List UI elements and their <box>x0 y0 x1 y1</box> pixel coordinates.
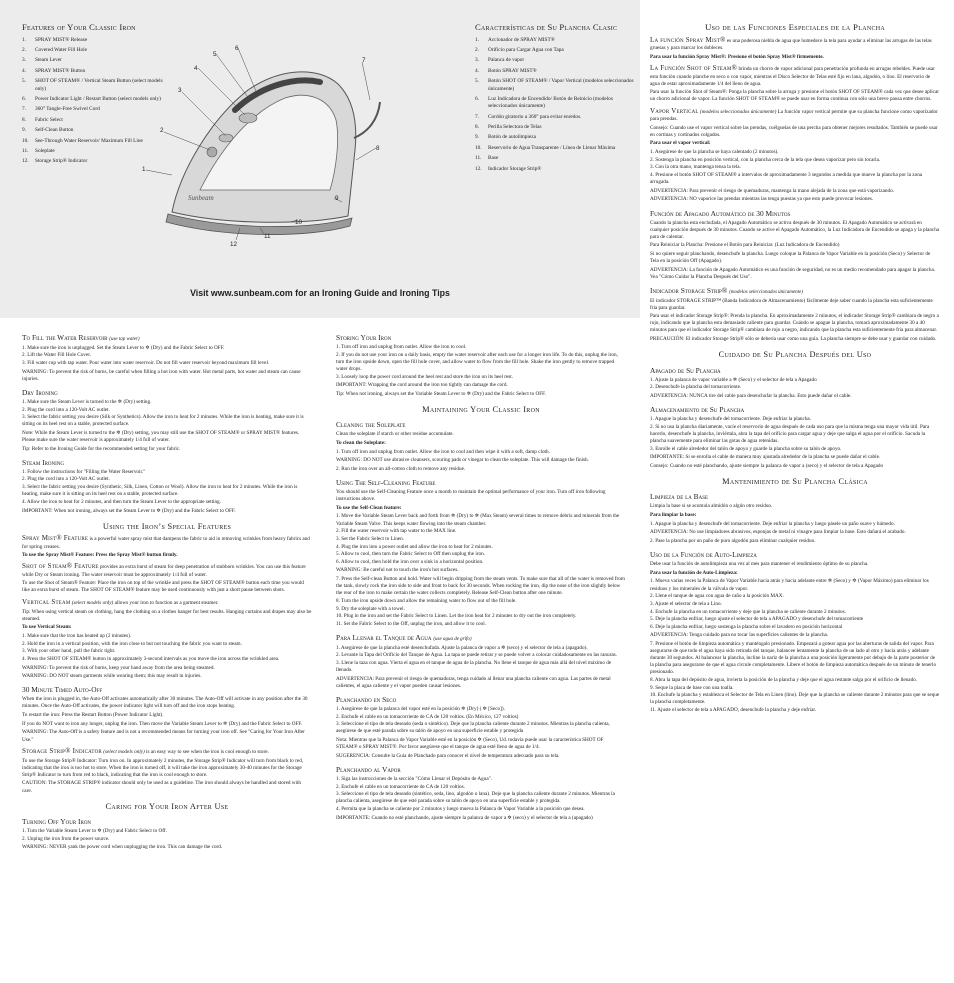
features-es-list <box>475 37 635 173</box>
list-item: 1. Apague la plancha y desenchufe del tomacorriente. Deje enfriar la plancha y luego pásele un paño suave y húmedo. <box>650 520 895 527</box>
es-fill-steps <box>336 645 626 674</box>
es-clean-use: Para limpiar la base: <box>650 512 697 519</box>
feature-item: 4. SPRAY MIST® Button <box>22 67 86 74</box>
list-item: 1. Turn off iron and unplug from outlet. Allow the iron to cool and then wipe it with a soft, damp cloth. <box>336 448 550 455</box>
shot-text: provides an extra burst of steam for deep penetration of stubborn wrinkles. You can use this feature while Dry or Steam ironing. The water reservoir must be approximately 1/4 full of water. <box>22 564 306 578</box>
feature-item: 8. Fabric Select <box>22 116 63 123</box>
shot-title: Shot of Steam® Feature <box>22 562 99 571</box>
es-spray-title: La función Spray Mist® <box>650 35 726 44</box>
list-item: 9. Dry the soleplate with a towel. <box>336 605 405 612</box>
feature-item: 3. Palanca de vapor <box>475 57 525 64</box>
diagram-label-10: 10 <box>295 219 303 226</box>
features-en-title: Features of Your Classic Iron <box>22 22 136 32</box>
es-clean-warning: ADVERTENCIA: No use limpiadores abrasivos, esponjas de metal ni vinagre para limpiar la base. Esto dañará el acabado. <box>650 529 906 536</box>
steam-important: IMPORTANT: When not ironing, always set the Steam Lever to ✲ (Dry) and the Fabric Select to OFF. <box>22 507 236 514</box>
dry-tip: Tip: Refer to the Ironing Guide for the recommended setting for your fabric. <box>22 445 181 452</box>
feature-item: 10. See-Through Water Reservoir/ Maximum Fill Line <box>22 137 143 144</box>
diagram-label-4: 4 <box>194 65 198 72</box>
clean-warning: WARNING: DO NOT use abrasive cleansers, scouring pads or vinegar to clean the soleplate. This will damage the finish. <box>336 457 589 464</box>
list-item: 3. Loosely loop the power cord around the heel rest and store the iron on its heel rest. <box>336 373 514 380</box>
self-text: You should use the Self-Cleaning Feature once a month to maintain the optimal performance of your iron. Turn off iron following instructions above. <box>336 489 606 503</box>
auto-text: When the iron is plugged in, the Auto-Off activates automatically after 30 minutes. The Auto-Off will activate in any position after the 30 minutes. Once the Auto-Off activates, the power indicator light will turn off and the iron stops heating. <box>22 696 308 710</box>
es-dry-title: Planchando en Seco <box>336 694 397 704</box>
feature-item: 6. Luz Indicadora de Encendido/ Botón de Reinicio (modelos seleccionados únicamente) <box>475 95 613 110</box>
maint-title: Maintaining Your Classic Iron <box>422 404 540 414</box>
list-item: 2. Sostenga la plancha en posición vertical, con la plancha cerca de la tela que desea vaporizar pero sin tocarla. <box>650 156 881 163</box>
feature-item: 3. Steam Lever <box>22 57 62 64</box>
turnoff-steps <box>22 828 312 843</box>
self-steps <box>336 513 626 565</box>
storing-steps <box>336 344 626 381</box>
list-item: 1. Siga las instrucciones de la sección "Cómo Llenar el Depósito de Agua". <box>336 775 493 782</box>
list-item: 5. Deje la plancha enfriar, luego ajuste el selector de tela a APAGADO y desenchufe del tomacorriente <box>650 616 864 623</box>
es-steam-title: Planchando al Vapor <box>336 764 401 774</box>
feature-item: 2. Covered Water Fill Hole <box>22 47 87 54</box>
es-auto-restart: Para Reiniciar la Plancha: Presione el Botón para Reiniciar. (Luz Indicadora de Encendido) <box>650 242 840 249</box>
spray-use: To use the Spray Mist® Feature: Press the Spray Mist® button firmly. <box>22 552 178 559</box>
es-self-use: Para usar la función de Auto-Limpieza: <box>650 569 738 576</box>
diagram-label-8: 8 <box>376 145 380 152</box>
list-item: 6. Allow to cool, then hold the iron over a sink in a horizontal position. <box>336 558 484 565</box>
list-item: 1. Ajuste la palanca de vapor variable a ✲ (Seco) y el selector de tela a Apagado <box>650 376 817 383</box>
clean-steps <box>336 449 626 456</box>
diagram-label-7: 7 <box>362 57 366 64</box>
vert-steps <box>22 633 312 663</box>
es-steam-steps <box>336 776 626 813</box>
diagram-label-1: 1 <box>142 166 146 173</box>
list-item: 3. Llene la taza con agua. Vierta el agua en el tanque de agua de la plancha. No llene el tanque de agua más allá del nivel máximo de llenado. <box>336 660 612 674</box>
list-item: 4. Permita que la plancha se caliente por 2 minutos y luego mueva la Palanca de Vapor Variable a la posición que desea. <box>336 805 585 812</box>
features-es <box>475 22 635 176</box>
list-item: 3. Con la otra mano, mantenga tensa la tela. <box>650 164 741 171</box>
list-item: 1. Make sure the iron is unplugged. Set the Steam Lever to ✲ (Dry) and the Fabric Select to OFF. <box>22 344 225 351</box>
shot-use: To use the Shot of Steam® Feature: Place the iron on top of the wrinkle and press the SHOT OF STEAM® button each time you would like an extra burst of steam. The SHOT OF STEAM® feature may be used continuously with just a short pause between shots. <box>22 580 304 594</box>
clean-text: Clean the soleplate if starch or other residue accumulate. <box>336 431 454 438</box>
vert-note: (select models only) <box>71 599 114 606</box>
list-item: 3. Select the fabric setting you desire (Silk or Synthetics). Allow the iron to heat for 2 minutes. While the iron is heating, make sure it is sitting on its heel rest on a stable, protected surface. <box>22 414 304 428</box>
es-spray-use: Para usar la función Spray Mist®: Presione el botón Spray Mist® firmemente. <box>650 54 824 61</box>
diagram-label-2: 2 <box>160 127 164 134</box>
es-dry-note: Nota: Mientras que la Palanca de Vapor Variable esté en la posición ✲ (Seco), Ud. todavía puede usar la característica SHOT OF STEAM® o SPRAY MIST®. Por favor asegúrese que el tanque de agua esté lleno de agua de 1/4. <box>336 737 604 751</box>
iron-diagram <box>140 40 385 255</box>
list-item: 7. Press the Self-clean Button and hold. Water will begin dripping from the steam vents. To make sure that all of the water is removed from the tank, slowly rock the iron side to side and front to back for 30 seconds. When rocking the iron, dip the nose of the iron slightly below the rear of the iron to make certain the water collects completely. Release Self-Clean button after one minute. <box>336 576 625 597</box>
es-fill-note: (use agua de grifo) <box>433 636 472 642</box>
spray-title: Spray Mist® Feature <box>22 534 89 542</box>
es-auto-text-2: Si no quiere seguir planchando, desenchufe la plancha. Luego coloque la Palanca de Vapor Variable en la posición (Seco) y Selector de Tela en la posición Off (Apagado). <box>650 251 931 265</box>
es-self-steps-2 <box>650 641 940 714</box>
strip-text: is an easy way to see when the iron is cool enough to store. <box>146 748 269 755</box>
list-item: 10. Plug in the iron and set the Fabric Select to Linen. Let the iron heat for 2 minutes to dry out the iron completely. <box>336 613 577 620</box>
list-item: 5. Allow to cool, then turn the Fabric Select to Off then unplug the iron. <box>336 551 486 558</box>
list-item: 1. Asegúrese de que la plancha se haya calentado (2 minutos). <box>650 149 779 156</box>
list-item: 4. Allow the iron to heat for 2 minutes, and then turn the Steam Lever to the appropriate setting. <box>22 498 221 505</box>
es-strip-title: Indicador Storage Strip® <box>650 285 728 295</box>
list-item: 2. Plug the cord into a 120-Volt AC outlet. <box>22 476 110 483</box>
special-title: Using the Iron’s Special Features <box>102 521 232 531</box>
es-clean-steps <box>650 521 940 528</box>
self-steps-2 <box>336 576 626 628</box>
diagram-label-12: 12 <box>230 241 238 248</box>
middle-column <box>336 328 626 978</box>
es-maint-title: Mantenimiento de Su Plancha Clásica <box>722 476 868 486</box>
vert-warning: WARNING: To prevent the risk of burns, keep your hand away from the area being steamed. <box>22 664 215 671</box>
es-storing-title: Almacenamiento de Su Plancha <box>650 405 745 415</box>
feature-item: 12. Indicador Storage Strip® <box>475 165 542 172</box>
list-item: 3. With your other hand, pull the fabric tight. <box>22 648 116 655</box>
list-item: 3. Enrolle el cable alrededor del talón de apoyo y guarde la plancha sobre su talón de apoyo. <box>650 445 842 452</box>
es-turnoff-title: Apagado de Su Plancha <box>650 365 721 375</box>
list-item: 2. Plug the cord into a 120-Volt AC outlet. <box>22 406 110 413</box>
diagram-label-11: 11 <box>264 233 271 240</box>
es-steam-important: IMPORTANTE: Cuando no esté planchando, ajuste siempre la palanca de vapor a ✲ (seco) y el selector de tela a (apagado) <box>336 814 593 821</box>
storing-important: IMPORTANT: Wrapping the cord around the iron too tightly can damage the cord. <box>336 382 508 389</box>
list-item: 9. Seque la placa de base con una toalla. <box>650 684 734 691</box>
es-auto-title: Función de Apagado Automático de 30 Minutos <box>650 208 791 218</box>
es-dry-steps <box>336 706 626 735</box>
list-item: 1. Make sure the Steam Lever is turned to the ✲ (Dry) setting. <box>22 398 152 405</box>
clean-steps-2 <box>336 466 626 473</box>
self-warning: WARNING: Be careful not to touch the iron's hot surfaces. <box>336 567 459 574</box>
es-storing-important: IMPORTANTE: Si se enrolla el cable de manera muy ajustada alrededor de la plancha se puede dañar el cable. <box>650 454 881 461</box>
steam-steps <box>22 469 312 506</box>
list-item: 11. Set the Fabric Select to the Off, unplug the iron, and allow it to cool. <box>336 620 486 627</box>
clean-use: To clean the Soleplate: <box>336 440 386 447</box>
diagram-label-5: 5 <box>213 51 217 58</box>
clean-title: Cleaning the Soleplate <box>336 420 406 430</box>
list-item: 1. Move the Variable Steam Lever back and forth from ✲ (Dry) to ✲ (Max Steam) several times to remove debris and minerals from the Variable Steam Valve. This keeps water flowing into the steam chamber. <box>336 513 620 527</box>
list-item: 2. Unplug the iron from the power source. <box>22 835 110 842</box>
list-item: 2. Llene el tanque de agua con agua de caño a la posición MAX. <box>650 593 784 600</box>
list-item: 1. Turn the Variable Steam Lever to ✲ (Dry) and Fabric Select to Off. <box>22 828 167 835</box>
feature-item: 9. Self-Clean Button <box>22 127 74 134</box>
list-item: 1. Asegúrese de que la palanca del vapor esté en la posición ✲ (Dry) ( ✲ [Seco]). <box>336 705 505 712</box>
list-item: 10. Enchufe la plancha y establezca el Selector de Tela en Linen (lino). Deje que la plancha se caliente durante 2 minutos para que se seque la plancha completamente. <box>650 692 940 706</box>
fill-note: (use tap water) <box>109 337 140 342</box>
storing-tip: Tip: When not ironing, always set the Variable Steam Lever to ✲ (Dry) and the Fabric Select to OFF. <box>336 390 546 397</box>
list-item: 3. Seleccione el tipo de tela deseado (seda o sintético). Deje que la plancha caliente durante 2 minutos. Mientras la plancha calienta, asegúrese de que esté parada sobre su talón de apoyo en una superficie estable y protegida <box>336 721 610 735</box>
list-item: 3. Ajuste el selector de tela a Lino. <box>650 600 722 607</box>
es-turnoff-steps <box>650 377 940 392</box>
self-title: Using The Self-Cleaning Feature <box>336 478 436 488</box>
list-item: 3. Set the Fabric Select to Linen. <box>336 535 404 542</box>
es-storing-tip: Consejo: Cuando no esté planchando, ajuste siempre la palanca de vapor a (seco) y el selector de tela a Apagado <box>650 462 884 469</box>
list-item: 3. Fill water cup with tap water. Pour water into water reservoir. Do not fill water reservoir beyond maximum fill level. <box>22 360 270 367</box>
dry-title: Dry Ironing <box>22 387 58 397</box>
list-item: 11. Ajuste el selector de tela a APAGADO, desenchufe la plancha y deje enfriar. <box>650 707 817 714</box>
es-clean-steps-2 <box>650 538 940 545</box>
es-self-text: Debe usar la función de autolimpieza una vez al mes para mantener el rendimiento óptimo de su plancha. <box>650 561 869 568</box>
list-item: 1. Apague la plancha y desenchufe del tomacorriente. Deje enfriar la plancha. <box>650 416 812 423</box>
list-item: 1. Follow the instructions for "Filling the Water Reservoir." <box>22 468 146 475</box>
es-vert-tip: Consejo: Cuando use el vapor vertical sobre las prendas, cuélguelas de una percha para obtener mejores resultados. También se puede usar en cortinas y cortinados colgados. <box>650 124 938 138</box>
strip-caution: CAUTION: The STORAGE STRIP® indicator should only be used as a guideline. The iron should always be handled and stored with care. <box>22 780 301 794</box>
es-auto-warning: ADVERTENCIA: La función de Apagado Automático es una función de seguridad, no es un medio recomendado para apagar la plancha. Vea "Cómo Cuidar la Plancha Después del Uso". <box>650 266 936 280</box>
turnoff-title: Turning Off Your Iron <box>22 817 92 827</box>
storing-title: Storing Your Iron <box>336 333 392 342</box>
list-item: 8. Turn the iron upside down and allow the remaining water to flow out of the fill hole. <box>336 597 517 604</box>
strip-note: (select models only) <box>103 748 145 755</box>
uso-title: Uso de las Funciones Especiales de la Plancha <box>704 22 886 32</box>
list-item: 4. Presione el botón SHOT OF STEAM® a intervalos de aproximadamente 3 segundos a medida que mueve la plancha por la zona arrugada. <box>650 172 923 186</box>
steam-title: Steam Ironing <box>22 457 65 467</box>
es-clean-title: Limpieza de la Base <box>650 492 709 502</box>
es-spray-text: es una poderosa niebla de agua que humedece la tela para ayudar a eliminar las arrugas de las telas gruesas y para marcar los dobleces. <box>650 37 932 52</box>
auto-warning: WARNING: The Auto-Off is a safety feature and is not a recommended means for turning your iron off. See "Caring for Your Iron After Use." <box>22 729 305 743</box>
auto-restart: To restart the iron: Press the Restart Button (Power Indicator Light). <box>22 712 164 719</box>
feature-item: 4. Botón SPRAY MIST® <box>475 67 537 74</box>
feature-item: 5. SHOT OF STEAM® / Vertical Steam Button (select models only) <box>22 78 163 92</box>
vert-title: Vertical Steam <box>22 597 71 606</box>
es-self-warning: ADVERTENCIA: Tenga cuidado para no tocar las superficies calientes de la plancha. <box>650 632 829 639</box>
list-item: 1. Turn off iron and unplug from outlet. Allow the iron to cool. <box>336 344 467 351</box>
list-item: 2. Desenchufe la plancha del tomacorriente. <box>650 384 742 391</box>
es-dry-tip: SUGERENCIA: Consulte la Guía de Planchado para conocer el nivel de temperatura adecuado para su tela. <box>336 752 560 759</box>
list-item: 1. Make sure that the iron has heated up (2 minutes). <box>22 633 132 640</box>
es-fill-title: Para Llenar el Tanque de Agua <box>336 632 432 642</box>
strip-title: Storage Strip® Indicator <box>22 746 102 755</box>
es-shot-use: Para usar la función Shot of Steam®: Ponga la plancha sobre la arruga y presione el botón SHOT OF STEAM® cada vez que desee aplicar un chorro adicional de vapor. La función SHOT OF STEAM® se puede usar en forma continua con sólo una breve pausa entre chorros. <box>650 89 939 103</box>
dry-note: Note: While the Steam Lever is turned to the ✲ (Dry) setting, you may still use the SHOT OF STEAM® or SPRAY MIST® features. Please make sure the water reservoir is approximately 1/4 full of water. <box>22 429 300 444</box>
list-item: 1. Mueva varias veces la Palanca de Vapor Variable hacia atrás y hacia adelante entre ✲ (Seco) y ✲ (Vapor Máximo) para eliminar los residuos y los minerales de la válvula de vapor. <box>650 578 929 592</box>
feature-item: 11. Base <box>475 155 499 162</box>
left-column <box>22 328 312 978</box>
list-item: 3. Seleccione el tipo de tela deseado (sintético, seda, lino, algodón o lana). Deje que la plancha caliente durante 2 minutos. Mientras la plancha calienta, asegúrese de que esté parada sobre su talón de apoyo en una superficie estable y protegida. <box>336 791 615 805</box>
feature-item: 11. Soleplate <box>22 147 55 154</box>
fill-warning: WARNING: To prevent the risk of burns, be careful when filling a hot iron with water. Hot metal parts, hot water and steam can cause injuries. <box>22 368 301 382</box>
features-es-title: Características de Su Plancha Clasic <box>475 22 618 32</box>
es-clean-text: Limpia la base si se acumula almidón o algún otro residuo. <box>650 503 773 510</box>
es-shot-text: brinda un chorro de vapor adicional para penetración profunda en arrugas rebeldes. Puede usar esta función cuando planche en seco o con vapor, mientras el Disco Selector de Telas esté fijo en lana, algodón, o lino. El reservorio de agua de estar aproximadamente 1/4 del lleno de agua. <box>650 66 935 87</box>
self-use: To use the Self-Clean feature: <box>336 504 402 511</box>
es-vert-steps <box>650 149 940 186</box>
list-item: 2. Enchufe el cable en un tomacorriente de CA de 120 voltios. (En México, 127 voltios) <box>336 713 519 720</box>
vert-tip: Tip: When using vertical steam on clothing, hang the clothing on a clothes hanger for best results. Hanging curtains and drapes may also be steamed. <box>22 608 312 622</box>
list-item: 2. Hold the iron in a vertical position, with the iron close to but not touching the fabric you want to steam. <box>22 640 242 647</box>
es-fill-warning: ADVERTENCIA: Para prevenir el riesgo de quemaduras, tenga cuidado al llenar una plancha caliente con agua. Las partes de metal calientes, el agua caliente y el vapor pueden causar lesiones. <box>336 675 611 689</box>
es-vert-use: Para usar el vapor vertical: <box>650 140 711 147</box>
right-column <box>650 22 940 978</box>
list-item: 2. Run the iron over an all-cotton cloth to remove any residue. <box>336 465 466 472</box>
feature-item: 1. Accionador de SPRAY MIST® <box>475 36 555 43</box>
auto-text-2: If you do NOT want to iron any longer, unplug the iron. Then move the Variable Steam Lever to ✲ (Dry) and the Fabric Select to OFF. <box>22 720 303 727</box>
list-item: 3. Select the fabric setting you desire (Synthetic, Silk, Linen, Cotton or Wool). Allow the iron to heat for 2 minutes. While the iron is heating, make sure it is sitting on its heel rest on a stable, protected surface. <box>22 484 298 498</box>
fill-steps <box>22 345 312 367</box>
feature-item: 8. Perilla Selectora de Telas <box>475 124 542 131</box>
feature-item: 12. Storage Strip® Indicator <box>22 158 88 165</box>
es-strip-text: El indicador STORAGE STRIP™ (Banda Indicadora de Almacenamiento) fácilmente deje saber cuando la plancha esta suficientemente fría para guardar. <box>650 297 933 311</box>
es-self-steps <box>650 578 940 630</box>
caring-title: Caring for Your Iron After Use <box>105 801 229 811</box>
feature-item: 9. Botón de autolimpieza <box>475 134 536 141</box>
turnoff-warning: WARNING: NEVER yank the power cord when unplugging the iron. This can damage the cord. <box>22 844 223 851</box>
list-item: 1. Asegúrese de que la plancha esté desenchufada. Ajuste la palanca de vapor a ✲ (seco) y el selector de tela a (apagado). <box>336 644 588 651</box>
feature-item: 6. Power Indicator Light / Restart Button (select models only) <box>22 95 161 102</box>
list-item: 2. Lift the Water Fill Hole Cover. <box>22 352 91 359</box>
list-item: 2. If you do not use your iron on a daily basis, empty the water reservoir after each use for a longer iron life. To do this, unplug the iron, turn the iron upside down, open the fill hole cover, and allow water to flow from the fill hole. Shake the iron gently to remove trapped water drops. <box>336 351 618 372</box>
es-vert-title: Vapor Vertical <box>650 106 699 115</box>
es-vert-warning-2: ADVERTENCIA: NO vaporice las prendas mientras las tenga puestas ya que esto puede provocar lesiones. <box>650 196 874 203</box>
es-shot-title: La Función Shot of Steam® <box>650 64 738 73</box>
brand-logo: Sunbeam <box>188 194 214 202</box>
auto-title: 30 Minute Timed Auto-Off <box>22 685 103 695</box>
list-item: 4. Plug the iron into a power outlet and allow the iron to heat for 2 minutes. <box>336 543 493 550</box>
feature-item: 10. Reservorio de Agua Transparente / Línea de Llenar Máxima <box>475 144 616 151</box>
fill-title: To Fill the Water Reservoir <box>22 333 108 342</box>
list-item: 4. Press the SHOT OF STEAM® button in approximately 3-second intervals as you move the iron across the wrinkled area. <box>22 655 280 662</box>
feature-item: 7. Cordón giratorio a 360° para evitar enredos. <box>475 113 582 120</box>
list-item: 2. Pase la plancha por un paño de puro algodón para eliminar cualquier residuo. <box>650 538 816 545</box>
es-strip-use: Para usar el indicador Storage Strip®: Prenda la plancha. En aproximadamente 2 minutos, el indicador Storage Strip® cambiara de negro a rojo, indicando que la plancha esta demasiado caliente para guardar. Cuándo se apague la plancha, tomará aproximadamente 30 a 40 minutos para que el indicador Storage Strip® cambiara de rojo a negro, indicando que la plancha esta suficientemente fría para almacenar. <box>650 313 939 334</box>
dry-steps <box>22 399 312 428</box>
list-item: 2. Levante la Tapa del Orificio del Tanque de Agua. La tapa se puede retirar y se puede volver a colocar cuidadosamente en las ranuras. <box>336 652 617 659</box>
es-vert-note: (modelos seleccionados únicamente) <box>699 108 777 115</box>
es-strip-caution: PRECAUCIÓN: El indicador Storage Strip® sólo se debería usar como una guía. La plancha siempre se debe usar y guardar con cuidado. <box>650 336 937 343</box>
list-item: 2. Si no usa la plancha diariamente, vacíe el reservorio de agua después de cada uso para que la misma tenga una mayor vida útil. Para hacerlo, desenchufe la plancha, inviértala, abra la tapa del orificio para cargar agua y deje que salga el agua por el orificio. Sacuda la plancha suavemente para eliminar las gotas de agua retenidas. <box>650 423 930 444</box>
es-storing-steps <box>650 416 940 453</box>
es-strip-note: (modelos seleccionados únicamente) <box>729 289 803 295</box>
feature-item: 5. Botón SHOT OF STEAM® / Vapor Vertical (modelos seleccionados únicamente) <box>475 78 634 92</box>
feature-item: 1. SPRAY MIST® Release <box>22 36 88 43</box>
strip-use: To use the Storage Strip® Indicator: Turn iron on. In approximately 2 minutes, the Storage Strip® Indicator will turn from black to red, indicating that the iron is too hot to store. When the iron is turned off, it will take the iron approximately 30-40 minutes for the Storage Strip® Indicator to turn from red to black, indicating that the iron is cool enough to store. <box>22 757 304 778</box>
list-item: 2. Fill the water reservoir with tap water to the MAX line. <box>336 528 457 535</box>
feature-item: 2. Orificio para Cargar Agua con Tapa <box>475 47 564 54</box>
list-item: 7. Presione el botón de limpieza automática y manténgalo presionado. Empezará a gotear agua por las aberturas de salida del vapor. Para asegurarse de que todo el agua haya sido retirada del tanque, balancee lentamente la plancha de un lado al otro y hacia atrás y adelante durante 30 segundos. Al balancear la plancha, incline la nariz de la plancha a una posición ligeramente por debajo de la parte posterior de la plancha para asegurarse de que el agua circule completamente. Libere el botón de limpieza automática después de un minuto de tenerlo presionado. <box>650 641 937 676</box>
list-item: 4. Enchufe la plancha en un tomacorriente y deje que la plancha se caliente durante 2 minutos. <box>650 608 846 615</box>
vert-text: allows your iron to function as a garment steamer. <box>114 599 219 606</box>
es-auto-text: Cuando la plancha esta enchufada, el Apagado Automático se activa después de 30 minutos. El Apagado Automático se activará en cualquier posición después de 30 minutos. Cuando se active el Apagado Automático, la Luz Indicadora de Encendido se apaga y la plancha para de calentar. <box>650 219 940 240</box>
es-caring-title: Cuidado de Su Plancha Después del Uso <box>718 350 872 360</box>
diagram-label-9: 9 <box>335 195 339 202</box>
spray-text: is a powerful water spray mist that dampens the fabric to aid in removing wrinkles from heavy fabrics and for spring creases. <box>22 536 310 550</box>
es-vert-warning: ADVERTENCIA: Para prevenir el riesgo de quemaduras, mantenga la mano alejada de la zona que está vaporizando. <box>650 187 894 194</box>
es-vert-text: La función vapor vertical permite que su plancha funcione como vaporizador para prendas. <box>650 108 938 123</box>
vert-warning-2: WARNING: DO NOT steam garments while wearing them; this may result in injuries. <box>22 673 202 680</box>
list-item: 8. Abra la tapa del depósito de agua, invierta la posición de la plancha y deje que el agua restante salga por el orificio de llenado. <box>650 677 918 684</box>
diagram-label-6: 6 <box>235 45 239 52</box>
diagram-label-3: 3 <box>178 87 182 94</box>
vert-use: To use Vertical Steam: <box>22 624 72 631</box>
list-item: 2. Enchufe el cable en un tomacorriente de CA de 120 voltios. <box>336 783 465 790</box>
es-turnoff-warning: ADVERTENCIA: NUNCA tire del cable para desenchufar la plancha. Esto puede dañar el cable. <box>650 393 852 399</box>
feature-item: 7. 360° Tangle-Free Swivel Cord <box>22 106 100 113</box>
visit-banner: Visit www.sunbeam.com for an Ironing Guide and Ironing Tips <box>190 288 450 298</box>
es-self-title: Uso de la Función de Auto-Limpieza <box>650 550 757 560</box>
list-item: 6. Deje la plancha enfriar, luego sostenga la plancha sobre el lavadero en posición horizontal <box>650 623 843 630</box>
